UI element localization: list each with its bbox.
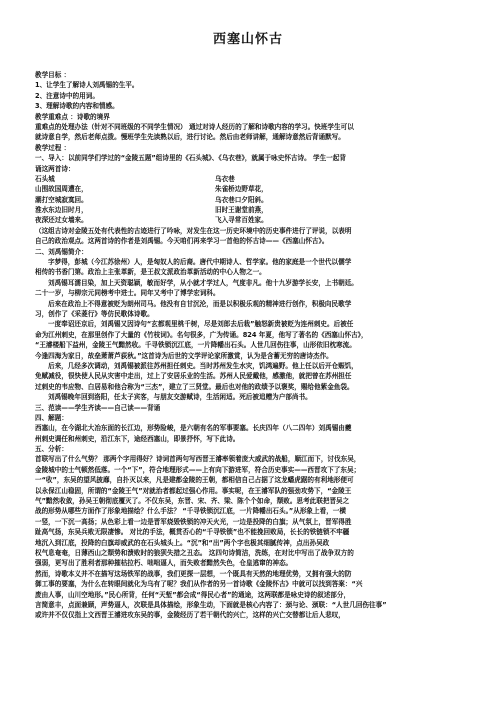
text-line: 相传的书香门第。政治上主张革新，是王叔文派政治革新活动的中心人物之一。 xyxy=(35,268,266,277)
text-line: 命为江州刺史，在那里创作了大量的《竹枝词》。名句很多，广为传诵。824 年夏，他写了著名的《西塞山怀古》， xyxy=(35,330,368,339)
document-body xyxy=(35,70,465,621)
text-line: 刘禹锡耳濡目染，加上天资聪颖，敏而好学，从小就才学过人，气度非凡。他十九岁游学长安，上书朝廷。 xyxy=(48,278,358,287)
text-line: 自己的政治观点。这两首诗的作者是刘禹锡。今天咱们再来学习一首他的怀古诗——《西塞山怀古》。 xyxy=(35,237,329,246)
text-line: 或许并不仅仅指上文西晋王濬进攻东吴的事，金陵经历了若干朝代的兴亡，这样的兴亡交替都让后人悲叹， xyxy=(35,611,345,620)
text-line: 三、范读——学生齐读——自己读——背诵 xyxy=(35,403,161,412)
text-line: 2、注意诗中的用词。 xyxy=(35,91,99,100)
text-line: 金陵城中的士气顿然低落。一个“下”，符合地理形式——上有向下游进军，符合历史事实——西晋攻下了东吴； xyxy=(35,465,361,474)
text-line: 习，创作了《采菱行》等仿民歌体诗歌。 xyxy=(35,309,154,318)
poem-left-line: 淮水东边旧时月， xyxy=(35,206,88,215)
text-line: 就诗意自学，然后老师点拨。慢班学生先读熟以后，进行讨论。然后由老师讲解，通解诗意然后背诵默写。 xyxy=(35,133,345,142)
text-line: 刘禹锡晚年回到洛阳，任太子宾客，与朋友交游赋诗，生活闲适。死后被追赠为户部尚书。 xyxy=(48,393,312,402)
text-line: 然而，诗歌本义并不在描写这场铁军的战事，我们更探一层想，一个既具有天然的地理优势，又拥有强大的防 xyxy=(35,569,352,578)
poem-right-line: 飞入寻常百姓家。 xyxy=(215,216,268,225)
poem-left-line: 潮打空城寂寞回。 xyxy=(35,195,88,204)
text-line: 教学目标 ： xyxy=(35,71,71,79)
text-line: 免赋减役，很快使人民从灾害中走出，过上了安居乐业的生活。苏州人民爱戴他，感激他，就把曾在苏州担任 xyxy=(35,372,352,381)
poem-left-line: 石头城 xyxy=(35,174,55,183)
text-line: 一“收”，东吴的望风披靡，自扑灭以来，凡是建都金陵的王朝，都相信自己占据了这龙蟠虎踞的有利地形便可 xyxy=(35,476,354,485)
document-title: 西塞山怀古 xyxy=(212,32,283,47)
text-line: 言简意丰，点面兼顾，声势逼人，次联是具体描绘，形象生动，下面就是核心内容了：颈与论、颈联：“人世几回伤往事” xyxy=(35,600,387,609)
text-line: 字梦得，彭城（今江苏徐州）人，是匈奴人的后裔。唐代中期诗人、哲学家。他的家庭是一个世代以儒学 xyxy=(48,258,352,267)
poem-right-line: 旧时王谢堂前燕， xyxy=(215,206,268,215)
poem-row xyxy=(35,184,465,194)
text-line: 战的形势从哪些方面作了形象地描绘？什么手法？ “千寻铁锁沉江底，一片降幡出石头。”从形象上看，一横 xyxy=(35,507,346,516)
poem-row xyxy=(35,174,465,184)
text-line: 地沉入到江底，投降的白旗却威武的在石头城头上。“沉”和“出”两个字也极其细腻传神，点出孙吴政 xyxy=(35,538,330,547)
text-line: 一竖，一下沉一高扬；从色彩上看一边是晋军烧毁铁锁的冲天火光，一边是投降的白旗；从气氛上，晋军得胜 xyxy=(35,517,352,526)
text-line: 权气息奄奄，日薄西山之颓势和溃败时的狼狈失措之丑态。 这四句诗简洁，洗练，在对比中写出了战争双方的 xyxy=(35,548,354,557)
text-line: 趾高气扬，东吴兵败无限凄惨。 对比的手法，概贯否心的“千寻铁锁”也不能挽回败局，长长的铁链锁不牢疆 xyxy=(35,528,350,537)
text-line: 过刺史的韦应物、白居易和他合称为“三杰”，建立了三贤堂。最后也对他的政绩予以褒奖，赐给他紫金鱼袋。 xyxy=(35,382,354,391)
text-line: 重难点的处理办法（针对不同班级的不同学生情况） 通过对诗人经历的了解和诗歌内容的学习。快班学生可以 xyxy=(35,122,354,131)
poem-right-line: 乌衣巷 xyxy=(215,174,235,183)
poem-row xyxy=(35,205,465,215)
poem-right-line: 乌衣巷口夕阳斜。 xyxy=(215,195,268,204)
text-line: 二十一岁，与柳宗元同榜考中进士。同年又考中了博学宏词科。 xyxy=(35,289,220,298)
text-line: 首联写出了什么气势？ 那两个字用得好？诗词首两句写西晋王濬率领着庞大威武的战船，顺江而下，讨伐东吴， xyxy=(35,455,361,464)
text-line: 后来，几经多次调动，刘禹锡被派往苏州担任刺史。当时苏州发生水灾，饥鸿遍野。他上任以后开仓赈饥， xyxy=(48,361,358,370)
text-line: 气”黯然收敛，孙吴王朝彻底覆灭了。不仅东吴，东晋、宋、齐、梁、陈个个如命，颓败。思考此联把晋吴之 xyxy=(35,497,350,506)
poem-right-line: 朱雀桥边野草花， xyxy=(215,185,268,194)
text-line: 西塞山，在今湖北大冶东面的长江边，形势险峻，是六朝有名的军事要塞。长庆四年（八二四年）刘禹锡由夔 xyxy=(35,424,352,433)
text-line: 御工事的要塞，为什么在转眼间就化为乌有了呢？我们从作者的另一首诗歌《金陵怀古》中就可以找到答案：“兴 xyxy=(35,580,363,589)
text-line: 四、解题： xyxy=(35,413,68,422)
text-line: 以永保江山稳固，所谓的“金陵王气”对就治者都起过强心作用。事实呢，在王濬军队的强劲攻势下，“金陵王 xyxy=(35,486,352,495)
text-line: 五、分析： xyxy=(35,445,68,454)
text-line: 强弱，更写出了胜利者那种摧枯拉朽、咄咄逼人，而失败者黯然失色，仓皇逃窜的神态。 xyxy=(35,559,293,568)
text-line: 废由人事，山川空地形。”民心所背，任何“天堑”都会成“得民心者”的通途，这两联都是咏史诗的叙述部分， xyxy=(35,590,351,599)
text-line: “王濬楼船下益州，金陵王气黯然收。千寻铁锁沉江底，一片降幡出石头。人世几回伤往事，山形依旧枕寒流。 xyxy=(35,341,356,350)
text-line: 1、让学生了解诗人刘禹锡的生平。 xyxy=(35,81,139,90)
poem-row xyxy=(35,195,465,205)
text-line: 3、理解诗歌的内容和情感。 xyxy=(35,102,119,111)
text-line: （这组古诗对金陵五处有代表性的古迹进行了吟咏，对发生在这一历史环境中的历史事件进行了评说，以表明 xyxy=(35,226,352,235)
text-line: 诵这两首诗： xyxy=(35,164,75,173)
text-line: 州刺史调任和州刺史，沿江东下，途经西塞山，即景抒怀，写下此诗。 xyxy=(35,434,240,443)
text-line: 教学过程 ： xyxy=(35,143,71,152)
poem-row xyxy=(35,215,465,225)
text-line: 教学重难点 ：诗歌的境界 xyxy=(35,112,110,121)
poem-left-line: 夜深还过女墙来。 xyxy=(35,216,88,225)
text-line: 后来在政治上不得意被贬为朗州司马。他没有自甘沉沦，而是以积极乐观的精神进行创作，积极向民歌学 xyxy=(48,299,352,308)
text-line: 一、导入：以前同学们学过的“金陵五题”组诗里的《石头城》、《乌衣巷》，就属于咏史怀古诗。 学生一起背 xyxy=(35,154,346,163)
poem-left-line: 山围故国周遭在， xyxy=(35,185,88,194)
text-line: 一度奉诏还京后，刘禹锡又因诗句“玄都观里桃千树，尽是刘郎去后栽”触怒新贵被贬为连州刺史。后被任 xyxy=(48,320,354,329)
text-line: 今逢四海为家日，故垒萧萧芦荻秋。”这首诗为后世的文学评论家所激赏，认为是含蓄无穷的唐诗杰作。 xyxy=(35,351,333,360)
text-line: 二、刘禹锡简介： xyxy=(35,247,88,256)
